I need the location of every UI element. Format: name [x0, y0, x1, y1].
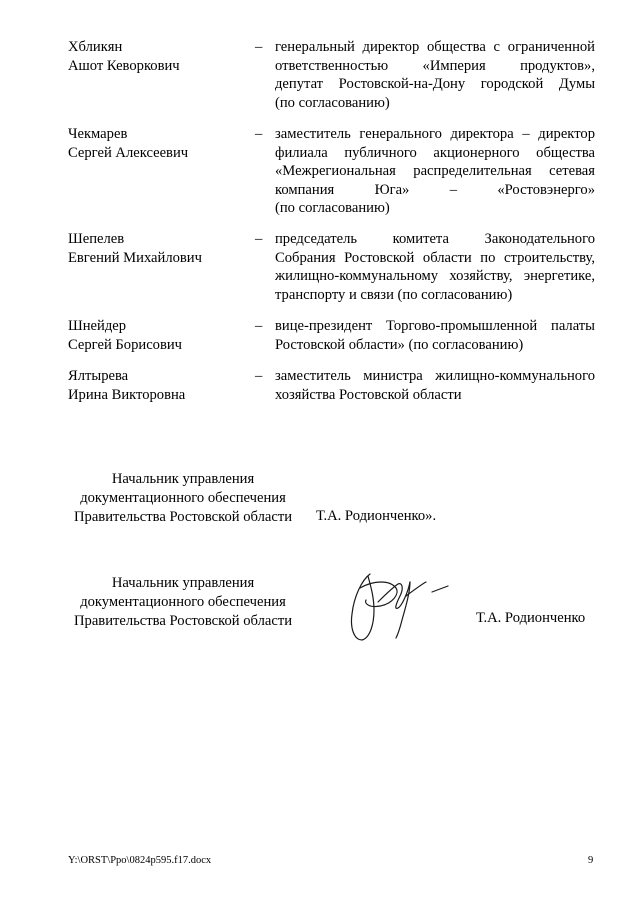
member-position [275, 38, 595, 112]
member-name [68, 367, 248, 404]
signature-block [68, 470, 298, 527]
member-given-names: Евгений Михайлович [68, 249, 202, 266]
member-given-names: Сергей Алексеевич [68, 144, 189, 161]
position-line: депутат Ростовской-на-Дону городской Думы [275, 76, 595, 93]
position-line: хозяйства Ростовской области [275, 386, 462, 403]
title-line: Начальник управления [111, 575, 255, 591]
dash-separator: – [255, 231, 263, 247]
member-position [275, 125, 595, 218]
position-line: вице-президент Торгово-промышленной палаты [275, 318, 595, 334]
dash-separator: – [255, 368, 263, 384]
member-surname: Ялтырева [68, 368, 129, 384]
position-line: филиала публичного акционерного общества [275, 144, 595, 161]
position-line: заместитель генерального директора – директор [275, 126, 595, 142]
position-line: (по согласованию) [275, 94, 390, 111]
position-line: компания Юга» – «Ростовэнерго» [275, 181, 595, 198]
signature-block [68, 574, 298, 631]
member-surname: Чекмарев [68, 126, 128, 142]
position-line: Собрания Ростовской области по строительству, [275, 249, 595, 266]
handwritten-signature-icon [340, 566, 450, 648]
position-line: жилищно-коммунальному хозяйству, энергетике, [275, 268, 595, 285]
position-line: председатель комитета Законодательного [275, 231, 595, 247]
position-line: заместитель министра жилищно-коммунального [275, 368, 595, 384]
title-line: документационного обеспечения [80, 490, 286, 506]
position-line: ответственностью «Империя продуктов», [275, 57, 595, 74]
member-name [68, 38, 248, 75]
member-name [68, 125, 248, 162]
member-given-names: Ирина Викторовна [68, 386, 186, 403]
signatory-name: Т.А. Родионченко [476, 610, 586, 626]
title-line: Правительства Ростовской области [73, 613, 293, 629]
title-line: документационного обеспечения [80, 594, 286, 610]
position-line: Ростовской области» (по согласованию) [275, 336, 524, 353]
page-number: 9 [588, 855, 594, 866]
dash-separator: – [255, 126, 263, 142]
member-position [275, 367, 595, 404]
position-line: транспорту и связи (по согласованию) [275, 286, 513, 303]
title-line: Начальник управления [111, 471, 255, 487]
member-name [68, 230, 248, 267]
dash-separator: – [255, 39, 263, 55]
position-line: генеральный директор общества с ограниченной [275, 39, 595, 55]
member-position [275, 230, 595, 304]
member-position [275, 317, 595, 354]
signatory-title [68, 470, 298, 527]
member-name [68, 317, 248, 354]
member-surname: Шнейдер [68, 318, 127, 334]
position-line: «Межрегиональная распределительная сетевая [275, 163, 595, 180]
signatory-title [68, 574, 298, 631]
member-surname: Шепелев [68, 231, 125, 247]
member-given-names: Сергей Борисович [68, 336, 183, 353]
footer-file-path: Y:\ORST\Ppo\0824p595.f17.docx [68, 855, 212, 866]
position-line: (по согласованию) [275, 200, 390, 217]
member-given-names: Ашот Кеворкович [68, 57, 180, 74]
member-surname: Хбликян [68, 39, 123, 55]
title-line: Правительства Ростовской области [73, 509, 293, 525]
dash-separator: – [255, 318, 263, 334]
signatory-name: Т.А. Родионченко». [316, 508, 437, 524]
